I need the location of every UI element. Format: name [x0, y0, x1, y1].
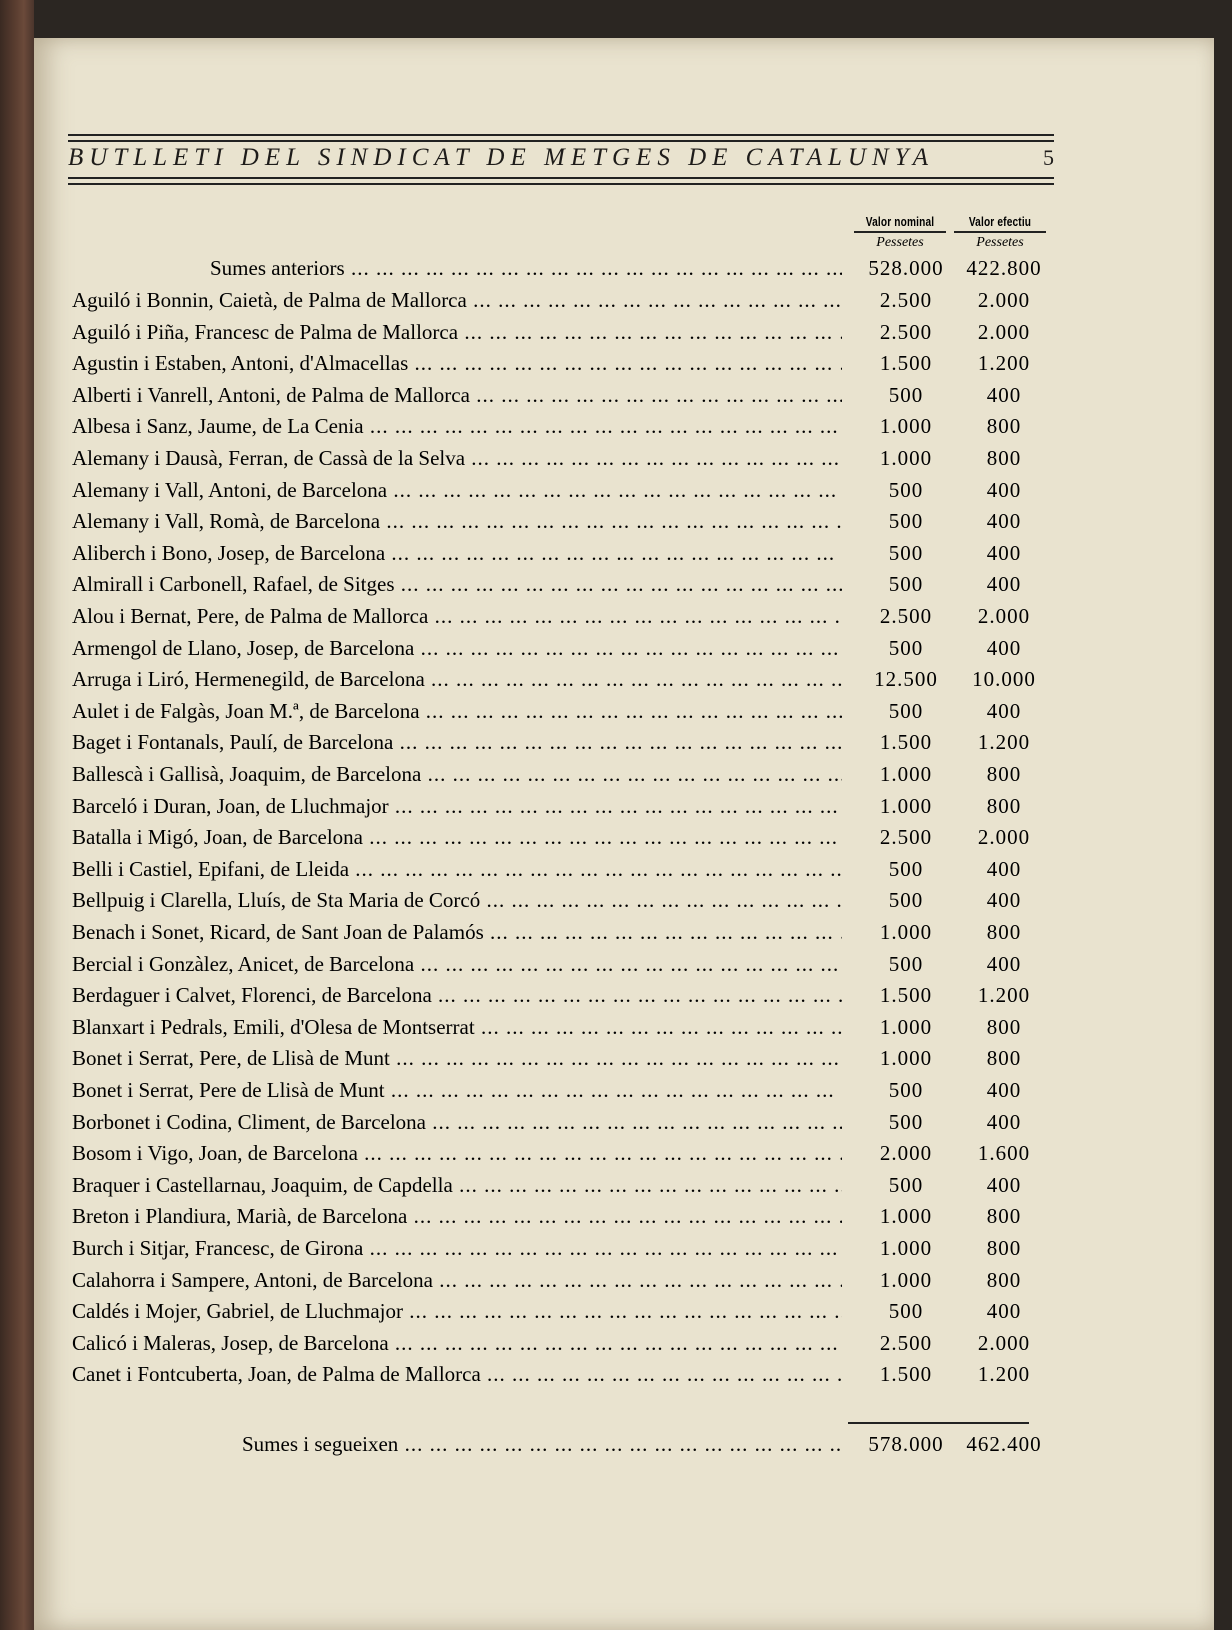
table-row [72, 948, 1062, 980]
row-nominal: 1.000 [879, 1015, 933, 1039]
row-name: Aguiló i Bonnin, Caietà, de Palma de Mallorca [72, 288, 467, 312]
row-efectiu: 800 [986, 1204, 1022, 1228]
table-row [72, 537, 1062, 569]
total-nominal: 578.000 [868, 1432, 944, 1456]
row-name: Alberti i Vanrell, Antoni, de Palma de Mallorca [72, 383, 470, 407]
column-header-nominal [854, 214, 946, 251]
row-name: Benach i Sonet, Ricard, de Sant Joan de Palamós [72, 920, 484, 944]
row-name: Agustin i Estaben, Antoni, d'Almacellas [72, 351, 409, 375]
column-unit-efectiu: Pessetes [976, 235, 1024, 250]
row-efectiu: 800 [986, 1046, 1022, 1070]
row-nominal: 1.000 [879, 762, 933, 786]
row-efectiu: 800 [986, 414, 1022, 438]
table-row [72, 916, 1062, 948]
row-efectiu: 2.000 [977, 604, 1031, 628]
row-name: Alemany i Vall, Antoni, de Barcelona [72, 478, 388, 502]
table-row [72, 410, 1062, 442]
row-nominal: 1.500 [879, 351, 933, 375]
row-nominal: 1.000 [879, 1268, 933, 1292]
previous-sums-label: Sumes anteriors [210, 256, 345, 280]
row-efectiu: 400 [986, 572, 1022, 596]
row-name: Alemany i Dausà, Ferran, de Cassà de la Selva [72, 446, 466, 470]
total-efectiu: 462.400 [966, 1432, 1042, 1456]
row-nominal: 2.500 [879, 825, 933, 849]
row-name: Albesa i Sanz, Jaume, de La Cenia [72, 414, 364, 438]
row-nominal: 500 [888, 1299, 924, 1323]
table-row [72, 1106, 1062, 1138]
table-row [72, 347, 1062, 379]
row-efectiu: 400 [986, 699, 1022, 723]
table-row [72, 853, 1062, 885]
row-efectiu: 1.200 [977, 983, 1031, 1007]
row-efectiu: 2.000 [977, 825, 1031, 849]
row-name: Braquer i Castellarnau, Joaquim, de Capdella [72, 1173, 453, 1197]
row-nominal: 500 [888, 699, 924, 723]
table-row [72, 474, 1062, 506]
row-nominal: 2.500 [879, 1331, 933, 1355]
column-unit-nominal: Pessetes [876, 235, 924, 250]
table-row [72, 1358, 1062, 1390]
row-efectiu: 1.200 [977, 730, 1031, 754]
row-efectiu: 400 [986, 1078, 1022, 1102]
row-efectiu: 800 [986, 762, 1022, 786]
previous-sums-row [72, 252, 1062, 284]
row-nominal: 1.000 [879, 1046, 933, 1070]
row-efectiu: 400 [986, 509, 1022, 533]
row-name: Baget i Fontanals, Paulí, de Barcelona [72, 730, 394, 754]
table-row [72, 379, 1062, 411]
row-name: Canet i Fontcuberta, Joan, de Palma de Mallorca [72, 1362, 481, 1386]
row-name: Aulet i de Falgàs, Joan M.ª, de Barcelona [72, 699, 420, 723]
table-row [72, 695, 1062, 727]
row-efectiu: 2.000 [977, 1331, 1031, 1355]
row-name: Arruga i Liró, Hermenegild, de Barcelona [72, 667, 425, 691]
row-nominal: 500 [888, 857, 924, 881]
row-nominal: 1.000 [879, 414, 933, 438]
row-nominal: 500 [888, 888, 924, 912]
row-nominal: 1.000 [879, 446, 933, 470]
row-name: Belli i Castiel, Epifani, de Lleida [72, 857, 350, 881]
row-nominal: 2.500 [879, 320, 933, 344]
row-name: Blanxart i Pedrals, Emili, d'Olesa de Montserrat [72, 1015, 475, 1039]
row-name: Caldés i Mojer, Gabriel, de Lluchmajor [72, 1299, 403, 1323]
table-row [72, 442, 1062, 474]
row-efectiu: 400 [986, 1110, 1022, 1134]
document-page [34, 38, 1214, 1630]
table-row [72, 979, 1062, 1011]
row-name: Almirall i Carbonell, Rafael, de Sitges [72, 572, 395, 596]
table-row [72, 821, 1062, 853]
previous-sums-efectiu: 422.800 [966, 256, 1042, 280]
row-efectiu: 400 [986, 541, 1022, 565]
table-row [72, 1074, 1062, 1106]
row-nominal: 1.000 [879, 1204, 933, 1228]
row-name: Breton i Plandiura, Marià, de Barcelona [72, 1204, 408, 1228]
row-efectiu: 400 [986, 478, 1022, 502]
table-row [72, 1327, 1062, 1359]
column-label-nominal: Valor nominal [865, 214, 935, 229]
row-nominal: 500 [888, 572, 924, 596]
page-number: 5 [1043, 145, 1054, 170]
table-row [72, 1137, 1062, 1169]
table-row [72, 1232, 1062, 1264]
table-row [72, 316, 1062, 348]
row-name: Aguiló i Piña, Francesc de Palma de Mallorca [72, 320, 459, 344]
row-efectiu: 800 [986, 794, 1022, 818]
row-efectiu: 800 [986, 446, 1022, 470]
table-row [72, 600, 1062, 632]
row-efectiu: 2.000 [977, 320, 1031, 344]
row-efectiu: 1.200 [977, 351, 1031, 375]
row-efectiu: 2.000 [977, 288, 1031, 312]
row-name: Batalla i Migó, Joan, de Barcelona [72, 825, 363, 849]
row-nominal: 500 [888, 1078, 924, 1102]
row-nominal: 500 [888, 636, 924, 660]
row-name: Bellpuig i Clarella, Lluís, de Sta Maria de Corcó [72, 888, 481, 912]
row-efectiu: 400 [986, 1173, 1022, 1197]
row-efectiu: 800 [986, 1015, 1022, 1039]
row-name: Bosom i Vigo, Joan, de Barcelona [72, 1141, 358, 1165]
row-nominal: 1.500 [879, 983, 933, 1007]
row-efectiu: 400 [986, 636, 1022, 660]
row-nominal: 500 [888, 1173, 924, 1197]
row-nominal: 1.500 [879, 1362, 933, 1386]
row-name: Armengol de Llano, Josep, de Barcelona [72, 636, 415, 660]
table-row [72, 1264, 1062, 1296]
row-efectiu: 800 [986, 1236, 1022, 1260]
total-row [72, 1428, 1062, 1460]
row-efectiu: 400 [986, 857, 1022, 881]
total-label: Sumes i segueixen [242, 1432, 399, 1456]
table-row [72, 1200, 1062, 1232]
row-efectiu: 400 [986, 952, 1022, 976]
row-name: Ballescà i Gallisà, Joaquim, de Barcelona [72, 762, 422, 786]
row-nominal: 2.000 [879, 1141, 933, 1165]
row-efectiu: 1.600 [977, 1141, 1031, 1165]
row-name: Burch i Sitjar, Francesc, de Girona [72, 1236, 364, 1260]
table-row [72, 1169, 1062, 1201]
previous-sums-nominal: 528.000 [868, 256, 944, 280]
row-nominal: 500 [888, 383, 924, 407]
header-rule-top [68, 134, 1054, 142]
table-row [72, 884, 1062, 916]
row-efectiu: 400 [986, 1299, 1022, 1323]
row-nominal: 1.000 [879, 794, 933, 818]
row-nominal: 2.500 [879, 604, 933, 628]
row-nominal: 500 [888, 509, 924, 533]
row-name: Alou i Bernat, Pere, de Palma de Mallorca [72, 604, 429, 628]
table-row [72, 1042, 1062, 1074]
row-name: Bonet i Serrat, Pere de Llisà de Munt [72, 1078, 385, 1102]
table-row [72, 1011, 1062, 1043]
table-row [72, 790, 1062, 822]
row-nominal: 500 [888, 478, 924, 502]
total-rule-efectiu [939, 1422, 1029, 1424]
row-efectiu: 1.200 [977, 1362, 1031, 1386]
row-efectiu: 400 [986, 888, 1022, 912]
table-row [72, 568, 1062, 600]
row-name: Calahorra i Sampere, Antoni, de Barcelona [72, 1268, 433, 1292]
row-name: Bercial i Gonzàlez, Anicet, de Barcelona [72, 952, 415, 976]
row-nominal: 500 [888, 541, 924, 565]
row-nominal: 1.000 [879, 920, 933, 944]
book-spine [0, 0, 34, 1630]
header-rule-bottom [68, 177, 1054, 185]
row-nominal: 1.500 [879, 730, 933, 754]
row-efectiu: 800 [986, 920, 1022, 944]
row-nominal: 2.500 [879, 288, 933, 312]
row-nominal: 500 [888, 952, 924, 976]
column-header-efectiu [954, 214, 1046, 251]
table-row [72, 1295, 1062, 1327]
row-name: Calicó i Maleras, Josep, de Barcelona [72, 1331, 389, 1355]
row-nominal: 1.000 [879, 1236, 933, 1260]
running-header [68, 142, 1054, 174]
row-name: Borbonet i Codina, Climent, de Barcelona [72, 1110, 427, 1134]
row-name: Barceló i Duran, Joan, de Lluchmajor [72, 794, 389, 818]
total-rule-nominal [848, 1422, 944, 1424]
column-label-efectiu: Valor efectiu [968, 214, 1032, 229]
journal-title: BUTLLETI DEL SINDICAT DE METGES DE CATALUNYA [68, 144, 935, 171]
table-row [72, 505, 1062, 537]
table-row [72, 758, 1062, 790]
row-nominal: 500 [888, 1110, 924, 1134]
row-efectiu: 800 [986, 1268, 1022, 1292]
table-row [72, 632, 1062, 664]
table-row [72, 726, 1062, 758]
row-efectiu: 10.000 [972, 667, 1036, 691]
row-name: Berdaguer i Calvet, Florenci, de Barcelona [72, 983, 432, 1007]
table-row [72, 663, 1062, 695]
row-nominal: 12.500 [874, 667, 938, 691]
row-efectiu: 400 [986, 383, 1022, 407]
row-name: Aliberch i Bono, Josep, de Barcelona [72, 541, 386, 565]
row-name: Bonet i Serrat, Pere, de Llisà de Munt [72, 1046, 390, 1070]
table-row [72, 284, 1062, 316]
row-name: Alemany i Vall, Romà, de Barcelona [72, 509, 381, 533]
